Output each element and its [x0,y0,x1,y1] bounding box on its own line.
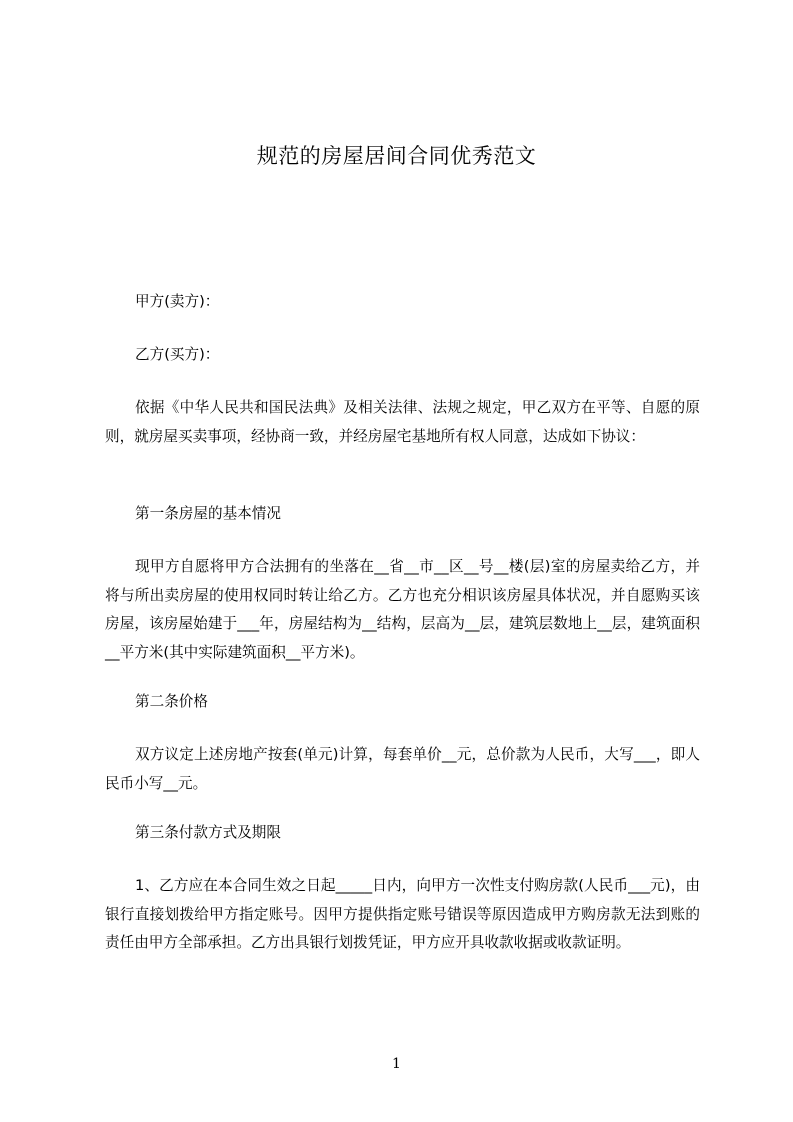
article-3-heading: 第三条付款方式及期限 [135,824,281,841]
intro-paragraph: 依据《中华人民共和国民法典》及相关法律、法规之规定，甲乙双方在平等、自愿的原则，就房屋买卖事项，经协商一致，并经房屋宅基地所有权人同意，达成如下协议： [105,399,700,445]
article-3-paragraph: 1、乙方应在本合同生效之日起_____日内，向甲方一次性支付购房款(人民币___元)，由银行直接划拨给甲方指定账号。因甲方提供指定账号错误等原因造成甲方购房款无法到账的责任由甲方全部承担。乙方出具银行划拨凭证，甲方应开具收款收据或收款证明。 [105,877,700,951]
article-1-heading: 第一条房屋的基本情况 [135,505,281,522]
article-2-heading: 第二条价格 [135,693,208,710]
article-2-paragraph: 双方议定上述房地产按套(单元)计算，每套单价__元，总价款为人民币，大写___，即人民币小写__元。 [105,746,700,792]
document-title: 规范的房屋居间合同优秀范文 [256,144,537,168]
party-b-line: 乙方(买方)： [135,346,220,363]
article-1-paragraph: 现甲方自愿将甲方合法拥有的坐落在__省__市__区__号__楼(层)室的房屋卖给乙方，并将与所出卖房屋的使用权同时转让给乙方。乙方也充分相识该房屋具体状况，并自愿购买该房屋，该房屋始建于___年，房屋结构为__结构，层高为__层，建筑层数地上__层，建筑面积__平方米(其中实际建筑面积__平方米)。 [105,558,700,661]
page-number: 1 [392,1056,401,1072]
party-a-line: 甲方(卖方)： [135,293,220,310]
